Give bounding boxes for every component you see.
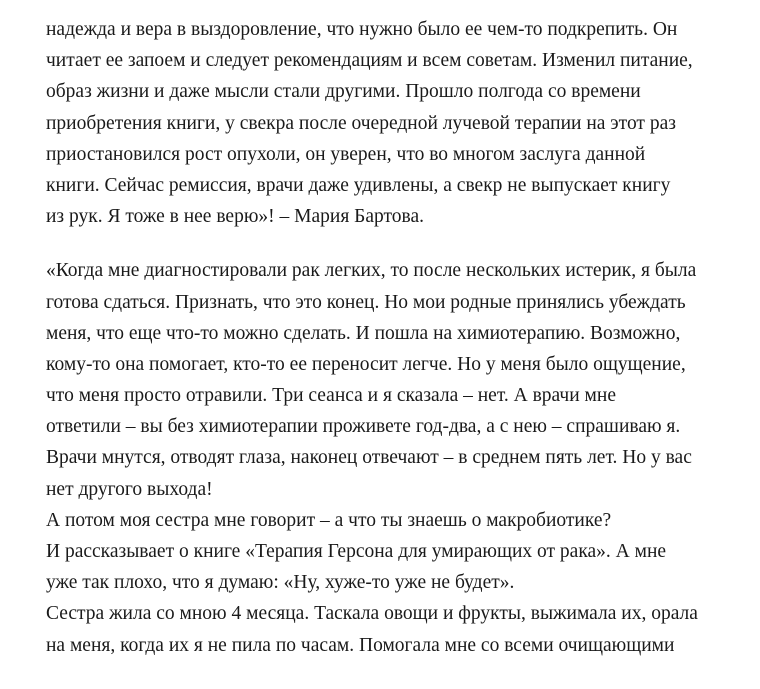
- text-line: приобретения книги, у свекра после очередной лучевой терапии на этот раз: [46, 112, 676, 134]
- text-line: надежда и вера в выздоровление, что нужно было ее чем-то подкрепить. Он: [46, 19, 678, 40]
- text-line: Врачи мнутся, отводят глаза, наконец отвечают – в среднем пять лет. Но у вас: [46, 447, 692, 469]
- text-line: ответили – вы без химиотерапии проживете год-два, а с нею – спрашиваю я.: [46, 416, 681, 438]
- text-line: уже так плохо, что я думаю: «Ну, хуже-то уже не будет».: [46, 572, 515, 594]
- text-line: кому-то она помогает, кто-то ее переносит легче. Но у меня было ощущение,: [46, 353, 686, 375]
- text-line: из рук. Я тоже в нее верю»! – Мария Бартова.: [46, 206, 425, 228]
- paragraph-gap: [46, 232, 746, 255]
- text-line: образ жизни и даже мысли стали другими. Прошло полгода со времени: [46, 81, 641, 103]
- text-line: книги. Сейчас ремиссия, врачи даже удивлены, а свекр не выпускает книгу: [46, 174, 671, 196]
- text-line: Сестра жила со мною 4 месяца. Таскала овощи и фрукты, выжимала их, орала: [46, 603, 698, 625]
- paragraph-testimonial: [46, 255, 746, 660]
- text-line: нет другого выхода!: [46, 478, 213, 500]
- text-line: что меня просто отравили. Три сеанса и я сказала – нет. А врачи мне: [46, 385, 616, 407]
- text-line: «Когда мне диагностировали рак легких, то после нескольких истерик, я была: [46, 260, 697, 282]
- text-line: И рассказывает о книге «Терапия Герсона для умирающих от рака». А мне: [46, 541, 667, 562]
- text-line: А потом моя сестра мне говорит – а что ты знаешь о макробиотике?: [46, 509, 612, 531]
- text-line: на меня, когда их я не пила по часам. Помогала мне со всеми очищающими: [46, 634, 675, 656]
- document-page: [46, 14, 746, 661]
- text-line: читает ее запоем и следует рекомендациям и всем советам. Изменил питание,: [46, 50, 693, 72]
- paragraph-testimonial-end: [46, 14, 746, 232]
- text-line: меня, что еще что-то можно сделать. И пошла на химиотерапию. Возможно,: [46, 322, 681, 344]
- text-line: готова сдаться. Признать, что это конец. Но мои родные принялись убеждать: [46, 291, 686, 313]
- text-line: приостановился рост опухоли, он уверен, что во многом заслуга данной: [46, 143, 646, 165]
